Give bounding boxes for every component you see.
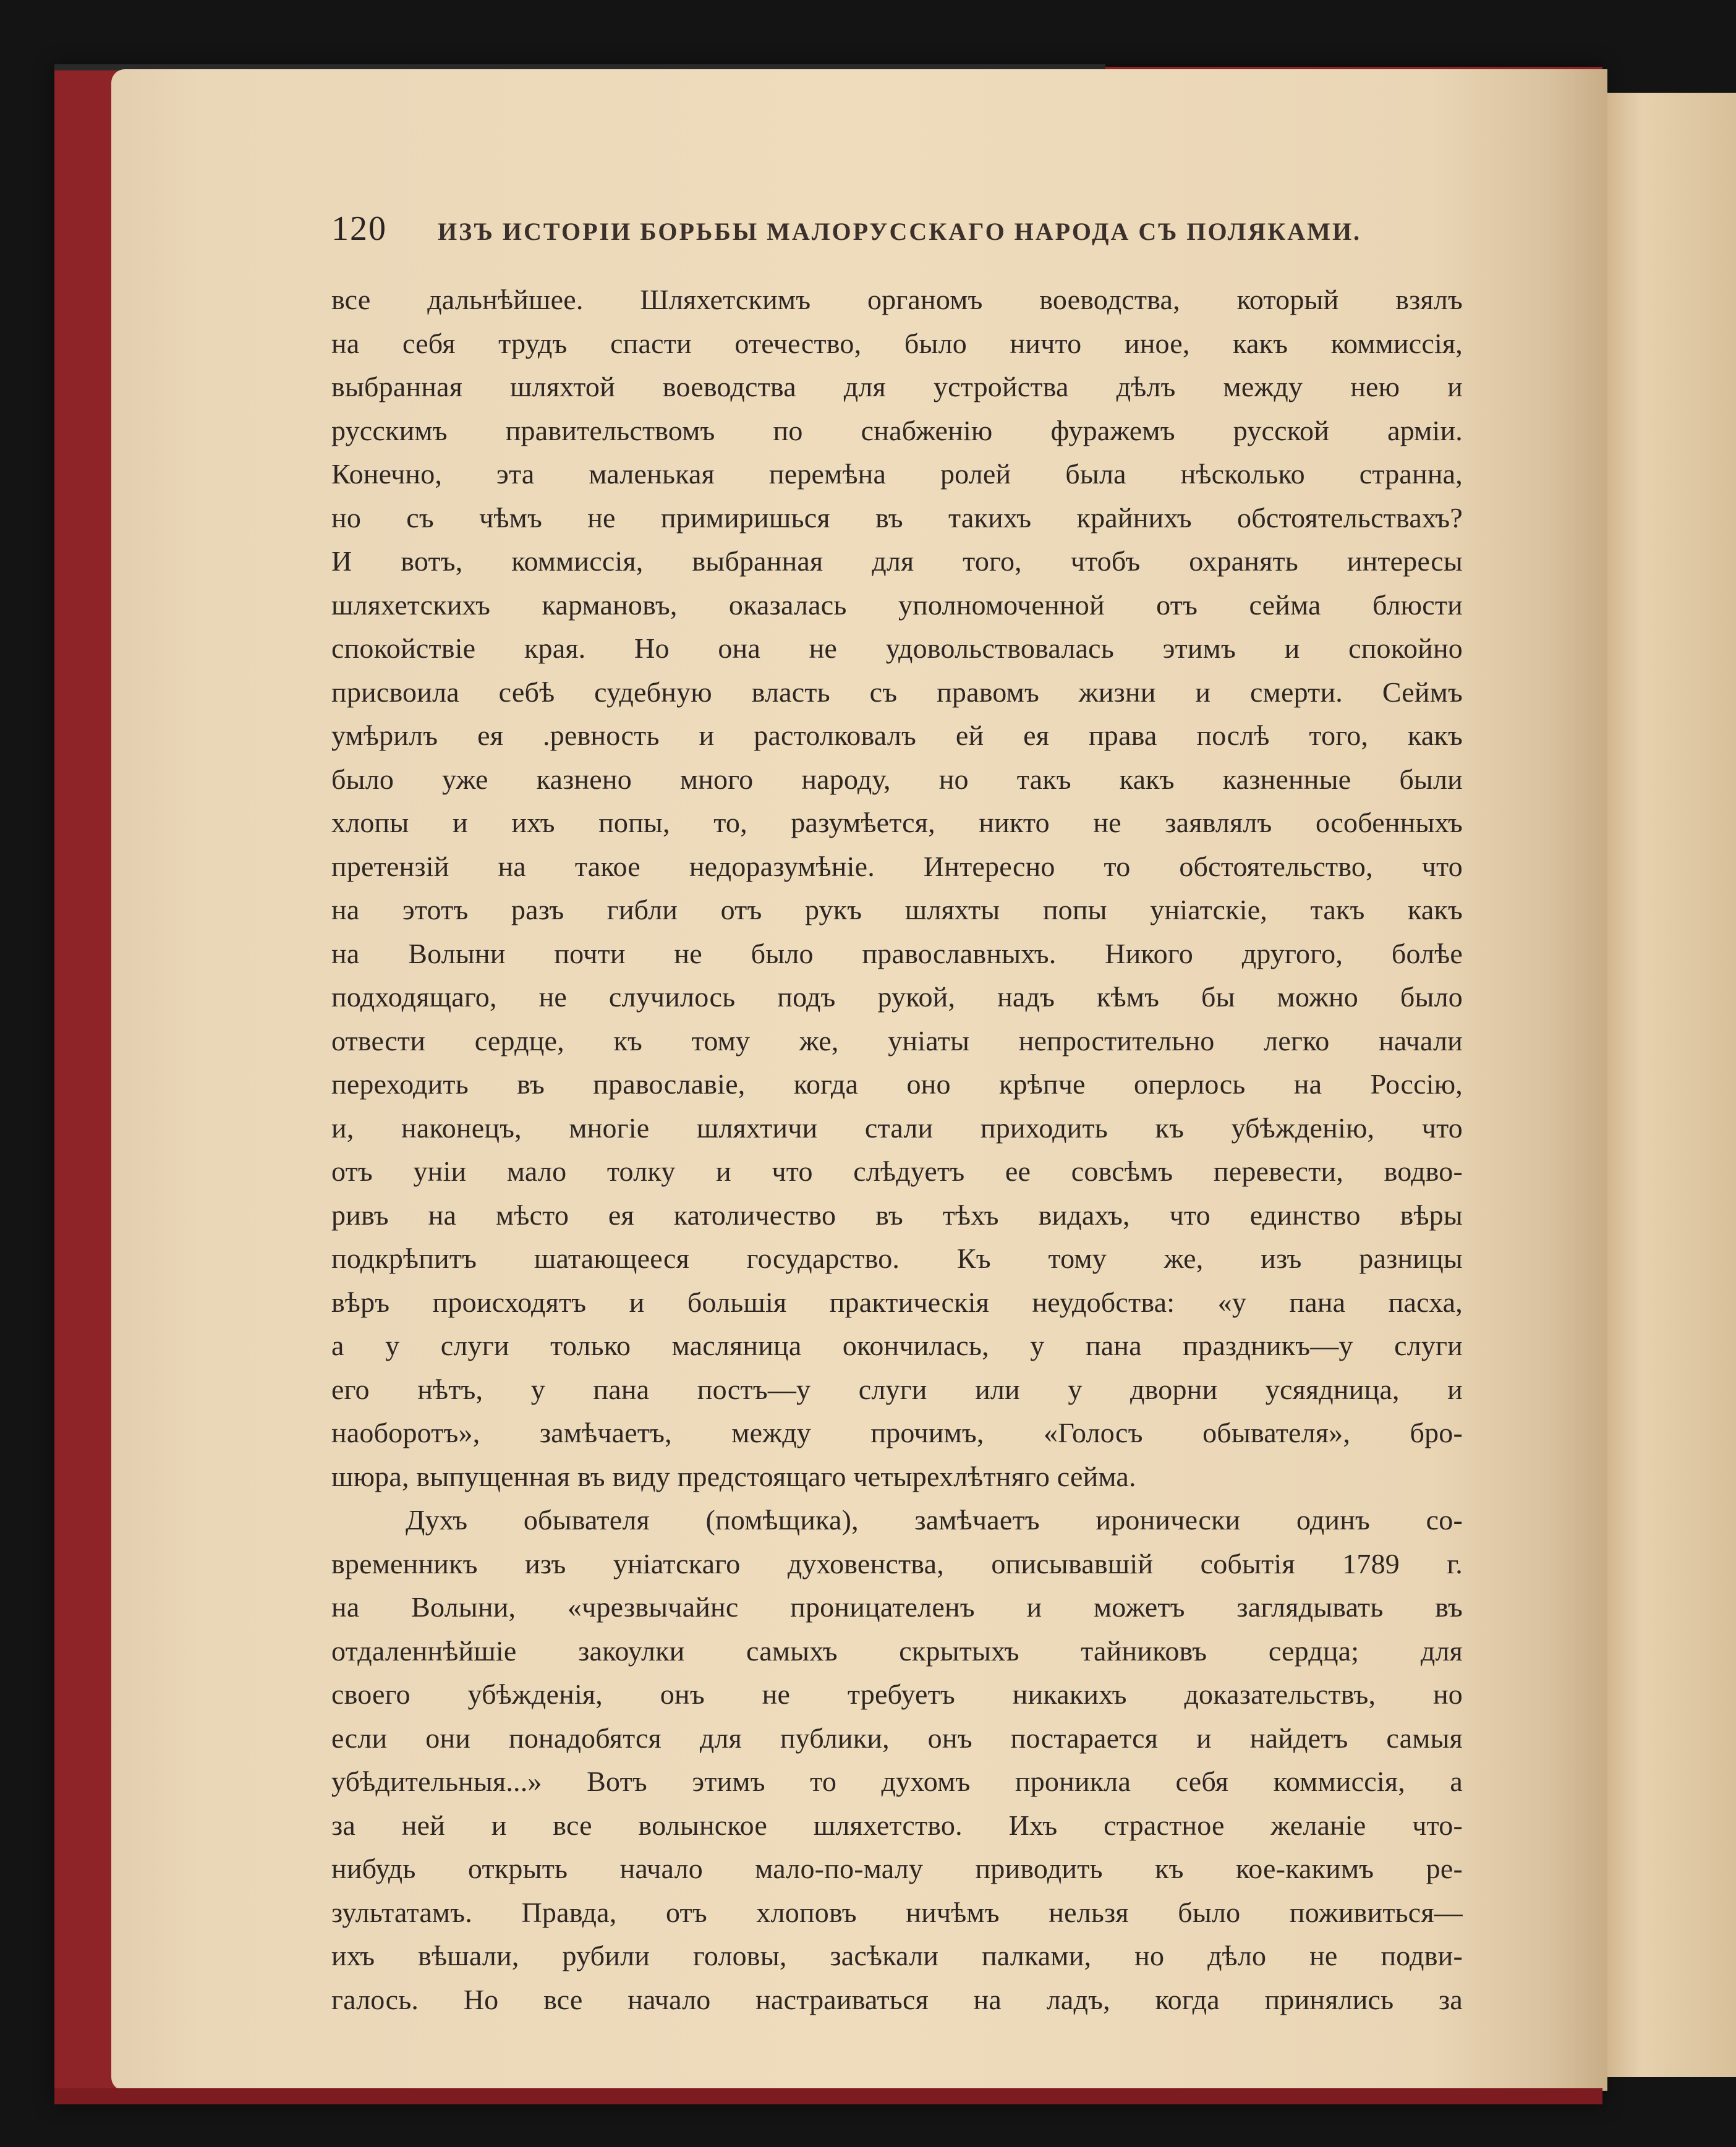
text-line: русскимъ правительствомъ по снабженію фуражемъ русской арміи. [331, 414, 1463, 446]
text-line: убѣдительныя...» Вотъ этимъ то духомъ проникла себя коммиссія, а [331, 1766, 1463, 1797]
text-line: отдаленнѣйшіе закоулки самыхъ скрытыхъ тайниковъ сердца; для [331, 1635, 1463, 1667]
text-line: Конечно, эта маленькая перемѣна ролей была нѣсколько странна, [331, 458, 1463, 490]
text-line: отвести сердце, къ тому же, уніаты непростительно легко начали [331, 1024, 1463, 1056]
text-line: шляхетскихъ кармановъ, оказалась уполномоченной отъ сейма блюсти [331, 589, 1463, 621]
text-line: было уже казнено много народу, но такъ какъ казненные были [331, 763, 1463, 795]
text-line: временникъ изъ уніатскаго духовенства, описывавшій событія 1789 г. [331, 1547, 1463, 1579]
text-line: его нѣтъ, у пана постъ—у слуги или у дворни усяядница, и [331, 1373, 1463, 1405]
text-line: ривъ на мѣсто ея католичество въ тѣхъ видахъ, что единство вѣры [331, 1199, 1463, 1231]
text-line: зультатамъ. Правда, отъ хлоповъ ничѣмъ нельзя было поживиться— [331, 1896, 1463, 1928]
text-line: если они понадобятся для публики, онъ постарается и найдетъ самыя [331, 1722, 1463, 1754]
text-line: галось. Но все начало настраиваться на ладъ, когда принялись за [331, 1983, 1463, 2015]
text-line: подкрѣпитъ шатающееся государство. Къ тому же, изъ разницы [331, 1243, 1463, 1274]
text-line: претензій на такое недоразумѣніе. Интересно то обстоятельство, что [331, 850, 1463, 882]
text-line: а у слуги только масляница окончилась, у пана праздникъ—у слуги [331, 1330, 1463, 1361]
text-line: отъ уніи мало толку и что слѣдуетъ ее совсѣмъ перевести, водво- [331, 1155, 1463, 1187]
body-text [331, 278, 1463, 2022]
text-line: на Волыни почти не было православныхъ. Никого другого, болѣе [331, 937, 1463, 969]
text-line: Духъ обывателя (помѣщика), замѣчаетъ иронически одинъ со- [406, 1504, 1463, 1536]
text-line: подходящаго, не случилось подъ рукой, надъ кѣмъ бы можно было [331, 981, 1463, 1013]
text-line: И вотъ, коммиссія, выбранная для того, чтобъ охранять интересы [331, 545, 1463, 577]
text-line: своего убѣжденія, онъ не требуетъ никакихъ доказательствъ, но [331, 1678, 1463, 1710]
text-line: на этотъ разъ гибли отъ рукъ шляхты попы уніатскіе, такъ какъ [331, 894, 1463, 925]
page-header [331, 209, 1469, 249]
text-line: хлопы и ихъ попы, то, разумѣется, никто не заявлялъ особенныхъ [331, 807, 1463, 838]
text-line: переходить въ православіе, когда оно крѣпче оперлось на Россію, [331, 1068, 1463, 1100]
running-title: ИЗЪ ИСТОРІИ БОРЬБЫ МАЛОРУССКАГО НАРОДА СЪ ПОЛЯКАМИ. [438, 218, 1362, 245]
text-line: на себя трудъ спасти отечество, было ничто иное, какъ коммиссія, [331, 327, 1463, 359]
text-line: шюра, выпущенная въ виду предстоящаго четырехлѣтняго сейма. [331, 1460, 1136, 1492]
text-line: выбранная шляхтой воеводства для устройства дѣлъ между нею и [331, 371, 1463, 402]
text-line: но съ чѣмъ не примиришься въ такихъ крайнихъ обстоятельствахъ? [331, 501, 1463, 534]
text-line: и, наконецъ, многіе шляхтичи стали приходить къ убѣжденію, что [331, 1112, 1463, 1144]
text-line: вѣръ происходятъ и большія практическія неудобства: «у пана пасха, [331, 1286, 1463, 1318]
text-line: умѣрилъ ея .ревность и растолковалъ ей ея права послѣ того, какъ [331, 720, 1463, 751]
cover-bottom-edge [54, 2088, 1602, 2104]
text-line: присвоила себѣ судебную власть съ правомъ жизни и смерти. Сеймъ [331, 676, 1463, 708]
text-line: за ней и все волынское шляхетство. Ихъ страстное желаніе что- [331, 1809, 1463, 1841]
text-line: спокойствіе края. Но она не удовольствовалась этимъ и спокойно [331, 632, 1463, 664]
text-line: наоборотъ», замѣчаетъ, между прочимъ, «Голосъ обывателя», бро- [331, 1417, 1463, 1448]
facing-page-edge [1601, 93, 1736, 2077]
text-line: на Волыни, «чрезвычайнс проницателенъ и можетъ заглядывать въ [331, 1591, 1463, 1623]
text-line: ихъ вѣшали, рубили головы, засѣкали палками, но дѣло не подви- [331, 1940, 1463, 1971]
page-number: 120 [331, 210, 387, 248]
text-line: нибудь открыть начало мало-по-малу приводить къ кое-какимъ ре- [331, 1853, 1463, 1884]
text-line: все дальнѣйшее. Шляхетскимъ органомъ воеводства, который взялъ [331, 284, 1463, 315]
